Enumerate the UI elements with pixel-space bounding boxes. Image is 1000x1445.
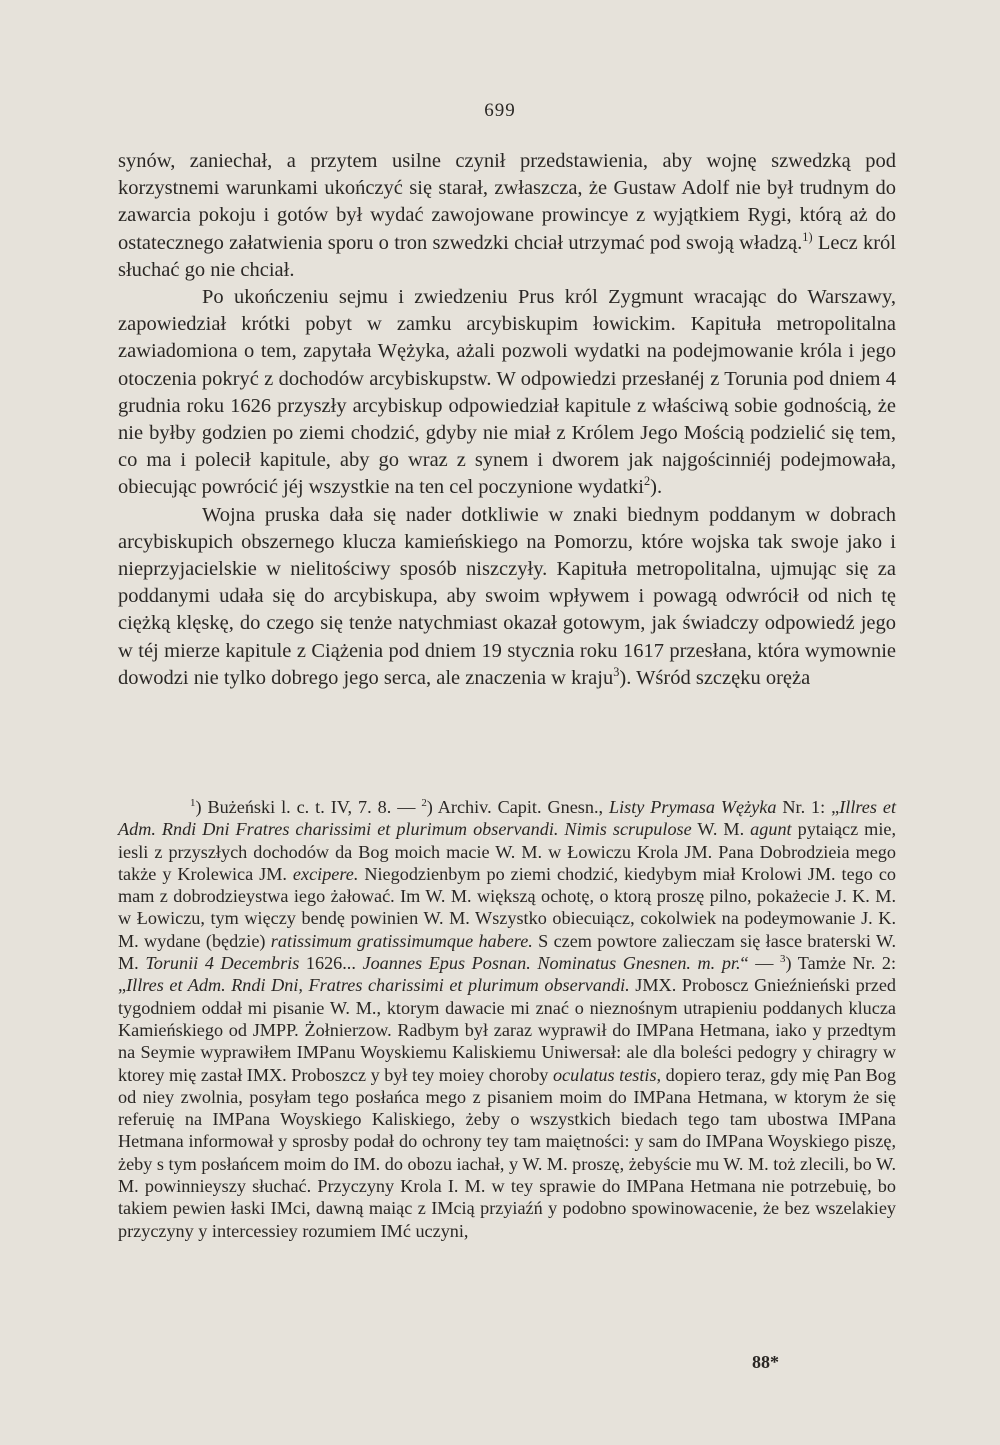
text-run: pytaiącz mie, iesli z przyszłych dochodów da Bog moich macie W. M. w Łowiczu Krola JM. Pana Dobrodzieia mego także y Krolewica JM. — [118, 819, 897, 884]
italic-run: Joannes Epus Posnan. Nominatus Gnesnen. m. pr. — [362, 953, 741, 974]
text-run: Niegodzienbym po ziemi chodzić, kiedybym miał Krolowi JM. tego co mam z dobrodzieystwa iego żałować. Im W. M. większą ochotę, o ktorą proszę pilno, pokażecie J. K. M. w Łowiczu, tym więczy bendę powinien W. M. Wszystko obiecuiącz, cokolwiek na podeymowanie J. K. M. wydane (będzie) — [118, 863, 896, 951]
text-run: dopiero teraz, gdy mię Pan Bog od niey zwolnia, posyłam tego posłańca mego z pisaniem moim do IMPana Hetmana, w ktorym że się referuię na IMPana Woyskiego Kaliskiego, żeby o wszystkich biedach tego tam ubostwa IMPana Hetmana informował y sprosby podał do ochrony tey tam maiętności: y sam do IMPana Woyskiego piszę, żeby s tym posłańcem moim do IM. do obozu iachał, y W. M. proszę, żebyście mu W. M. toż zlecili, bo W. M. powinnieyszy słuchać. Przyczyny Krola I. M. w tey sprawie do IMPana Hetmana nie potrzebuię, bo takiem pewien łaski IMci, dawną maiąc z IMcią przyiaźń y podobno spowinowacenie, że bez wszelakiey przyczyny y intercessiey rozumiem IMć uczyni, — [118, 1064, 896, 1241]
text-run: Wojna pruska dała się nader dotkliwie w znaki biednym poddanym w dobrach arcybiskupich obszernego klucza kamieńskiego na Pomorzu, które wojska tak swoje jako i nieprzyjacielskie w nielitościwy sposób niszczyły. Kapituła metropolitalna, ujmując się za poddanymi udała się do arcybiskupa, aby swoim wpływem i powagą odwrócił od nich tę ciężką klęskę, do czego się tenże natychmiast okazał gotowym, jak świadczy odpowiedź jego w téj mierze kapitule z Ciążenia pod dniem 19 stycznia roku 1617 przesłana, która wymownie dowodzi nie tylko dobrego jego serca, ale znaczenia w kraju — [118, 503, 896, 689]
text-run: S czem powtore zalieczam się łasce braterski W. M. — [118, 930, 896, 974]
italic-run: Illres et Adm. Rndi Dni Fratres charissimi et plurimum observandi. Nimis scrupulose — [118, 797, 896, 840]
italic-run: Listy Prymasa Wężyka — [608, 797, 777, 817]
text-run: ) Bużeński l. c. t. IV, 7. 8. — — [195, 797, 422, 817]
italic-run: Illres et Adm. Rndi Dni, Fratres charissimi et plurimum observandi. — [126, 975, 630, 996]
paragraph-2 — [118, 284, 896, 502]
footnote-marker: 1) — [802, 229, 813, 244]
text-run: Nr. 1: „ — [776, 797, 840, 817]
paragraph-1 — [118, 148, 896, 284]
text-run: synów, zaniechał, a przytem usilne czynił przedstawienia, aby wojnę szwedzką pod korzystnemi warunkami ukończyć się starał, zwłaszcza, że Gustaw Adolf nie był trudnym do zawarcia pokoju i gotów był wydać zawojowane prowincye z wyjątkiem Rygi, którą aż do ostatecznego załatwienia sporu o tron szwedzki chciał utrzymać pod swoją władzą. — [118, 150, 896, 254]
text-run: 1626... — [299, 953, 363, 974]
text-run: ) Archiv. Capit. Gnesn., — [426, 797, 609, 817]
italic-run: excipere. — [292, 863, 359, 884]
text-run: JMX. Proboscz Gnieźnieński przed tygodniem oddał mi pisanie W. M., ktorym dawacie mi znać o nieznośnym utrapieniu poddanych klucza Kamieńskiego od JMPP. Żołnierzow. Radbym był zaraz wyprawił do IMPana Hetmana, iako y przedtym na Seymie wyprawiłem IMPanu Woyskiemu Kaliskiemu Uniwersał: ale dla boleści pedogry y chiragry w ktorey mię zastał IMX. Proboszcz y był tey moiey choroby — [118, 975, 896, 1085]
italic-run: ratissimum gratissimumque habere. — [270, 930, 533, 951]
footnote-marker: 1 — [190, 796, 196, 809]
footnote-marker: 2 — [421, 796, 427, 809]
main-text — [118, 148, 896, 692]
text-run: “ — — [740, 953, 780, 974]
footnote-marker: 3 — [613, 665, 620, 680]
text-run: Lecz król słuchać go nie chciał. — [118, 231, 896, 281]
text-run: ). Wśród szczęku oręża — [619, 666, 811, 689]
text-run: Po ukończeniu sejmu i zwiedzeniu Prus król Zygmunt wracając do Warszawy, zapowiedział krótki pobyt w zamku arcybiskupim łowickim. Kapituła metropolitalna zawiadomiona o tem, zapytała Wężyka, ażali pozwoli wydatki na podejmowanie króla i jego otoczenia pokryć z dochodów arcybiskupstw. W odpowiedzi przesłanéj z Torunia pod dniem 4 grudnia roku 1626 przyszły arcybiskup odpowiedział kapitule z właściwą sobie godnością, że nie byłby godzien po ziemi chodzić, gdyby nie miał z Królem Jego Mością podzielić się tem, co ma i polecił kapitule, aby go wraz z synem i dworem jak najgościnniéj podejmowała, obiecując powrócić jéj wszystkie na ten cel poczynione wydatki — [118, 286, 896, 499]
text-run: ). — [650, 476, 663, 499]
italic-run: agunt — [750, 819, 792, 840]
text-run: ) Tamże Nr. 2: „ — [118, 953, 897, 996]
text-run: W. M. — [691, 819, 751, 840]
footnote-marker: 3 — [779, 953, 786, 966]
footnote-marker: 2 — [643, 474, 651, 489]
paragraph-3 — [118, 502, 896, 692]
footnotes — [118, 796, 896, 1242]
italic-run: Torunii 4 Decembris — [145, 953, 300, 974]
italic-run: oculatus testis, — [552, 1064, 662, 1085]
sheet-signature: 88* — [752, 1352, 779, 1372]
page-number: 699 — [484, 100, 516, 121]
